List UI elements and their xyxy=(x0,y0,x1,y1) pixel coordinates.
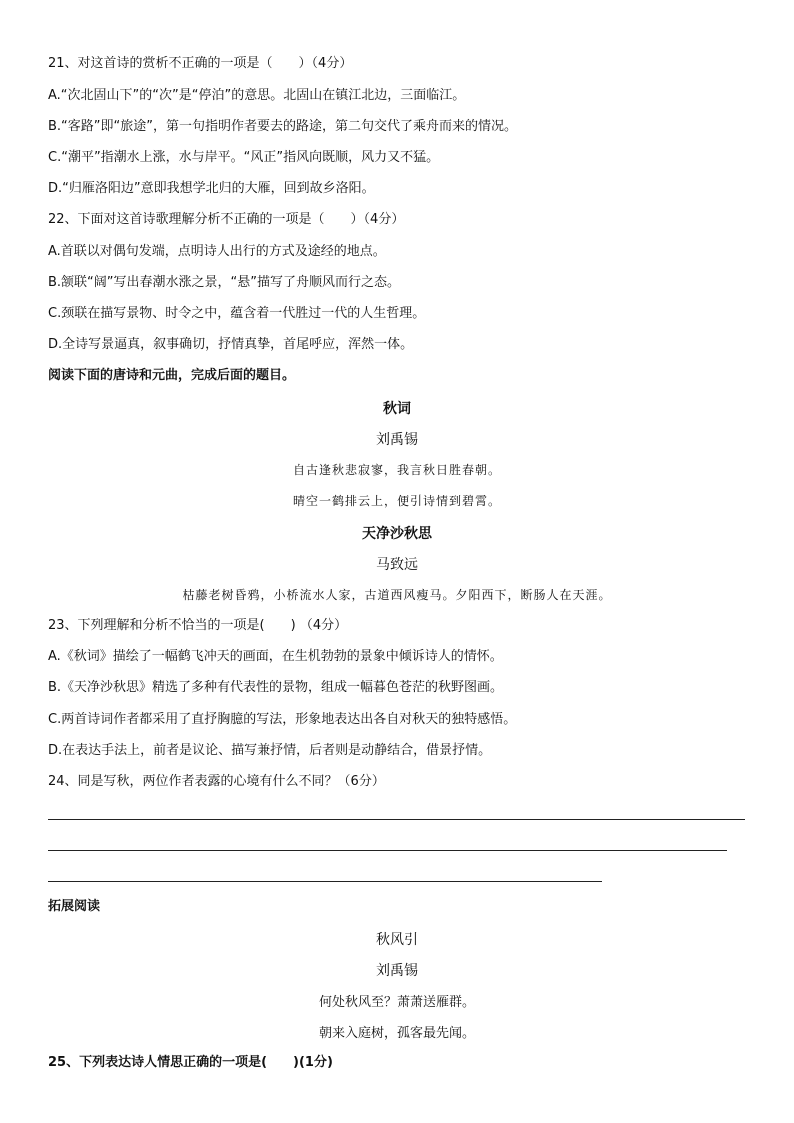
q21-option-d: D.“归雁洛阳边”意即我想学北归的大雁，回到故乡洛阳。 xyxy=(48,181,375,196)
q22-option-a: A.首联以对偶句发端，点明诗人出行的方式及途经的地点。 xyxy=(48,244,386,259)
poem1-line2: 晴空一鹤排云上，便引诗情到碧霄。 xyxy=(292,494,501,508)
poem1-line1: 自古逢秋悲寂寥，我言秋日胜春朝。 xyxy=(292,463,501,477)
q25-stem: 25、下列表达诗人情思正确的一项是( )(1分) xyxy=(48,1055,333,1070)
poem3-author: 刘禹锡 xyxy=(376,963,418,979)
poem3-line2: 朝来入庭树，孤客最先闻。 xyxy=(318,1026,475,1041)
q21-option-c: C.“潮平”指潮水上涨，水与岸平。“风正”指风向既顺，风力又不猛。 xyxy=(48,150,440,165)
q21-stem: 21、对这首诗的赏析不正确的一项是（ ）（4分） xyxy=(48,56,353,71)
poem3-line1: 何处秋风至？萧萧送雁群。 xyxy=(318,995,475,1010)
poem2-author: 马致远 xyxy=(376,557,418,573)
q22-option-c: C.颈联在描写景物、时令之中，蕴含着一代胜过一代的人生哲理。 xyxy=(48,306,426,321)
q22-option-d: D.全诗写景逼真，叙事确切，抒情真挚，首尾呼应，浑然一体。 xyxy=(48,337,414,352)
q23-option-c: C.两首诗词作者都采用了直抒胸臆的写法，形象地表达出各自对秋天的独特感悟。 xyxy=(48,712,517,727)
answer-line-2[interactable] xyxy=(48,850,727,851)
poem2-line1: 枯藤老树昏鸦，小桥流水人家，古道西风瘦马。夕阳西下，断肠人在天涯。 xyxy=(182,588,612,602)
poem1-title: 秋词 xyxy=(383,401,411,417)
q22-option-b: B.颔联“阔”写出春潮水涨之景，“悬”描写了舟顺风而行之态。 xyxy=(48,275,400,290)
q23-option-a: A.《秋词》描绘了一幅鹤飞冲天的画面，在生机勃勃的景象中倾诉诗人的情怀。 xyxy=(48,649,503,664)
poem1-author: 刘禹锡 xyxy=(376,432,418,448)
poem2-title: 天净沙秋思 xyxy=(362,526,432,542)
section-heading-reading: 阅读下面的唐诗和元曲，完成后面的题目。 xyxy=(48,368,296,383)
q21-option-a: A.“次北固山下”的“次”是“停泊”的意思。北固山在镇江北边，三面临江。 xyxy=(48,88,466,103)
answer-line-3[interactable] xyxy=(48,881,602,882)
answer-line-1[interactable] xyxy=(48,819,745,820)
q24-stem: 24、同是写秋，两位作者表露的心境有什么不同？（6分） xyxy=(48,774,385,789)
q21-option-b: B.“客路”即“旅途”，第一句指明作者要去的路途，第二句交代了乘舟而来的情况。 xyxy=(48,119,517,134)
poem3-title: 秋风引 xyxy=(376,932,418,948)
q23-option-b: B.《天净沙秋思》精选了多种有代表性的景物，组成一幅暮色苍茫的秋野图画。 xyxy=(48,680,504,695)
q23-option-d: D.在表达手法上，前者是议论、描写兼抒情，后者则是动静结合，借景抒情。 xyxy=(48,743,492,758)
section-heading-extended: 拓展阅读 xyxy=(48,899,101,914)
q22-stem: 22、下面对这首诗歌理解分析不正确的一项是（ ）（4分） xyxy=(48,212,405,227)
q23-stem: 23、下列理解和分析不恰当的一项是( ) （4分） xyxy=(48,618,348,633)
